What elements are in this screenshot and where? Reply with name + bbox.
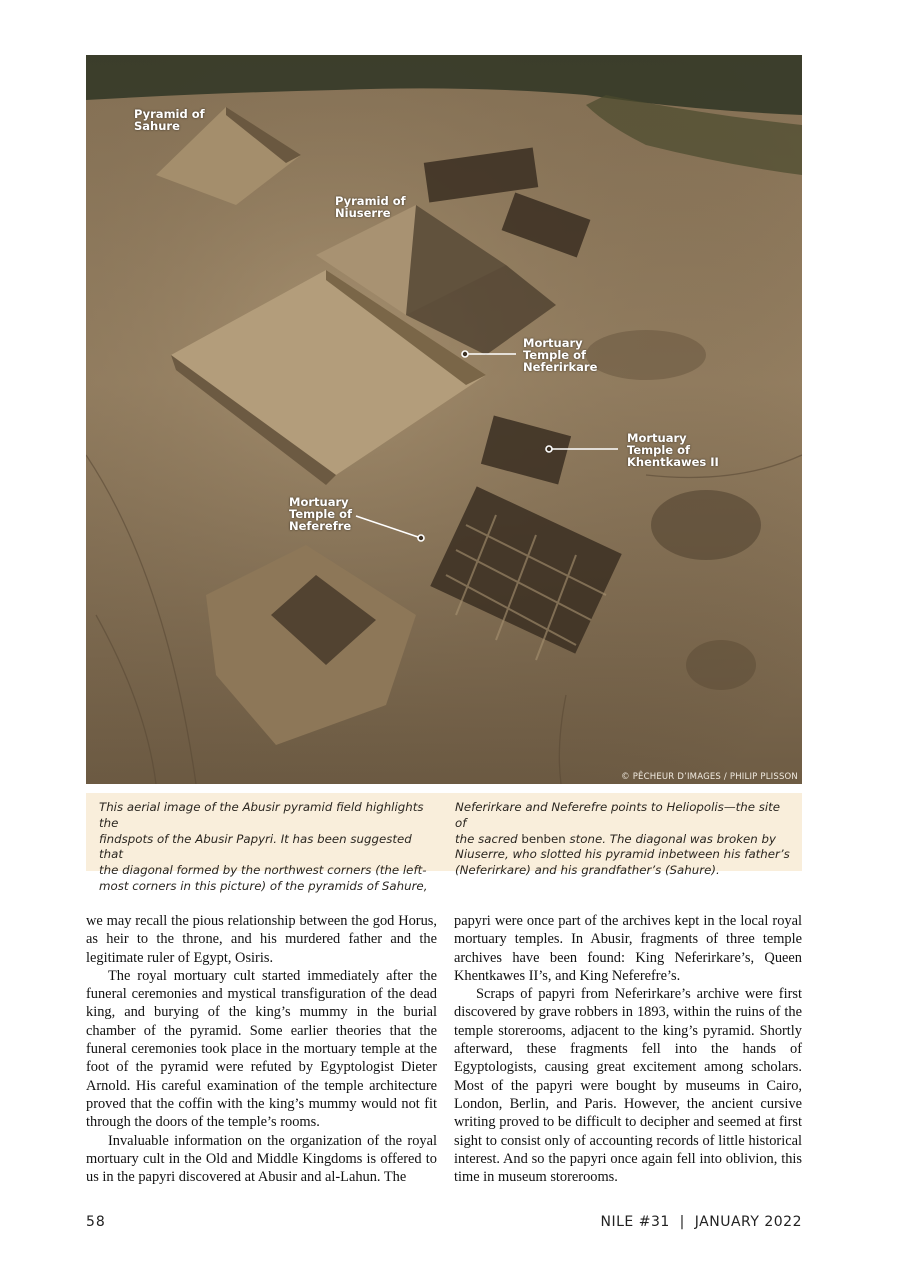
- paragraph: The royal mortuary cult started immediately after the funeral ceremonies and mystical transfiguration of the dead king, and burying of the king’s mummy in the burial chamber of the pyramid. Some earlier theories that the funeral ceremonies took place in the mortuary temple at the foot of the pyramid were refuted by Egyptologist Dieter Arnold. His careful examination of the temple architecture proved that the coffin with the king’s mummy would not fit through the doors of the temple’s rooms.: [86, 967, 437, 1131]
- caption-line: [455, 832, 791, 848]
- caption-right-column: [455, 800, 791, 879]
- label-pyramid-of-niuserre: [335, 195, 406, 219]
- label-line: Pyramid of: [134, 107, 205, 121]
- caption-fragment: stone. The diagonal was broken by: [565, 831, 776, 846]
- label-line: Sahure: [134, 119, 180, 133]
- aerial-photo-drawing: [86, 55, 802, 784]
- label-pyramid-of-sahure: [134, 108, 205, 132]
- paragraph: Invaluable information on the organization of the royal mortuary cult in the Old and Middle Kingdoms is offered to us in the papyri discovered at Abusir and al-Lahun. The: [86, 1132, 437, 1186]
- caption-line: Niuserre, who slotted his pyramid inbetween his father’s: [455, 847, 790, 862]
- label-line: Mortuary: [523, 336, 583, 350]
- label-line: Temple of: [289, 507, 352, 521]
- paragraph: we may recall the pious relationship between the god Horus, as heir to the throne, and his murdered father and the legitimate ruler of Egypt, Osiris.: [86, 913, 437, 966]
- label-line: Khentkawes II: [627, 455, 719, 469]
- label-line: Neferirkare: [523, 360, 598, 374]
- article-right-column: [454, 912, 802, 1186]
- photo-credit: © PÊCHEUR D’IMAGES / PHILIP PLISSON: [621, 772, 798, 782]
- caption-line: most corners in this picture) of the pyramids of Sahure,: [99, 878, 428, 893]
- aerial-photo: [86, 55, 802, 784]
- caption-line: findspots of the Abusir Papyri. It has been suggested that: [99, 831, 412, 862]
- label-mortuary-temple-of-neferefre: [289, 496, 352, 532]
- caption-fragment: the sacred: [455, 831, 522, 846]
- label-line: Neferefre: [289, 519, 352, 533]
- label-mortuary-temple-of-neferirkare: [523, 337, 597, 373]
- page-number: 58: [86, 1214, 106, 1230]
- caption-line: (Neferirkare) and his grandfather’s (Sahure).: [455, 863, 720, 878]
- caption-line: the diagonal formed by the northwest corners (the left-: [99, 863, 427, 878]
- issue-date: NILE #31 | JANUARY 2022: [600, 1214, 802, 1230]
- paragraph: Scraps of papyri from Neferirkare’s archive were first discovered by grave robbers in 1893, within the ruins of the temple storerooms, adjacent to the king’s pyramid. Shortly afterward, these fragments fell into the hands of Egyptologists, causing great excitement among scholars. Most of the papyri were bought by museums in Cairo, London, Berlin, and Paris. However, the ancient cursive writing proved to be difficult to decipher and seemed at first sight to consist only of accounting records of little historical interest. And so the papyri once again fell into oblivion, this time in museum storerooms.: [454, 986, 802, 1186]
- paragraph: papyri were once part of the archives kept in the local royal mortuary temples. In Abusir, fragments of three temple archives have been found: King Neferirkare’s, Queen Khentkawes II’s, and King Neferefre’s.: [454, 913, 802, 984]
- label-line: Pyramid of: [335, 194, 406, 208]
- article-left-column: [86, 912, 437, 1186]
- caption-line: Neferirkare and Neferefre points to Heliopolis—the site of: [455, 800, 781, 830]
- caption-line: This aerial image of the Abusir pyramid field highlights the: [99, 800, 424, 830]
- caption-left-column: [99, 800, 439, 895]
- label-mortuary-temple-of-khentkawes-ii: [627, 432, 719, 468]
- label-line: Temple of: [523, 348, 586, 362]
- label-line: Mortuary: [289, 495, 349, 509]
- label-line: Mortuary: [627, 431, 687, 445]
- photo-caption: [86, 793, 802, 893]
- label-line: Temple of: [627, 443, 690, 457]
- label-line: Niuserre: [335, 206, 391, 220]
- caption-term-benben: benben: [521, 831, 566, 846]
